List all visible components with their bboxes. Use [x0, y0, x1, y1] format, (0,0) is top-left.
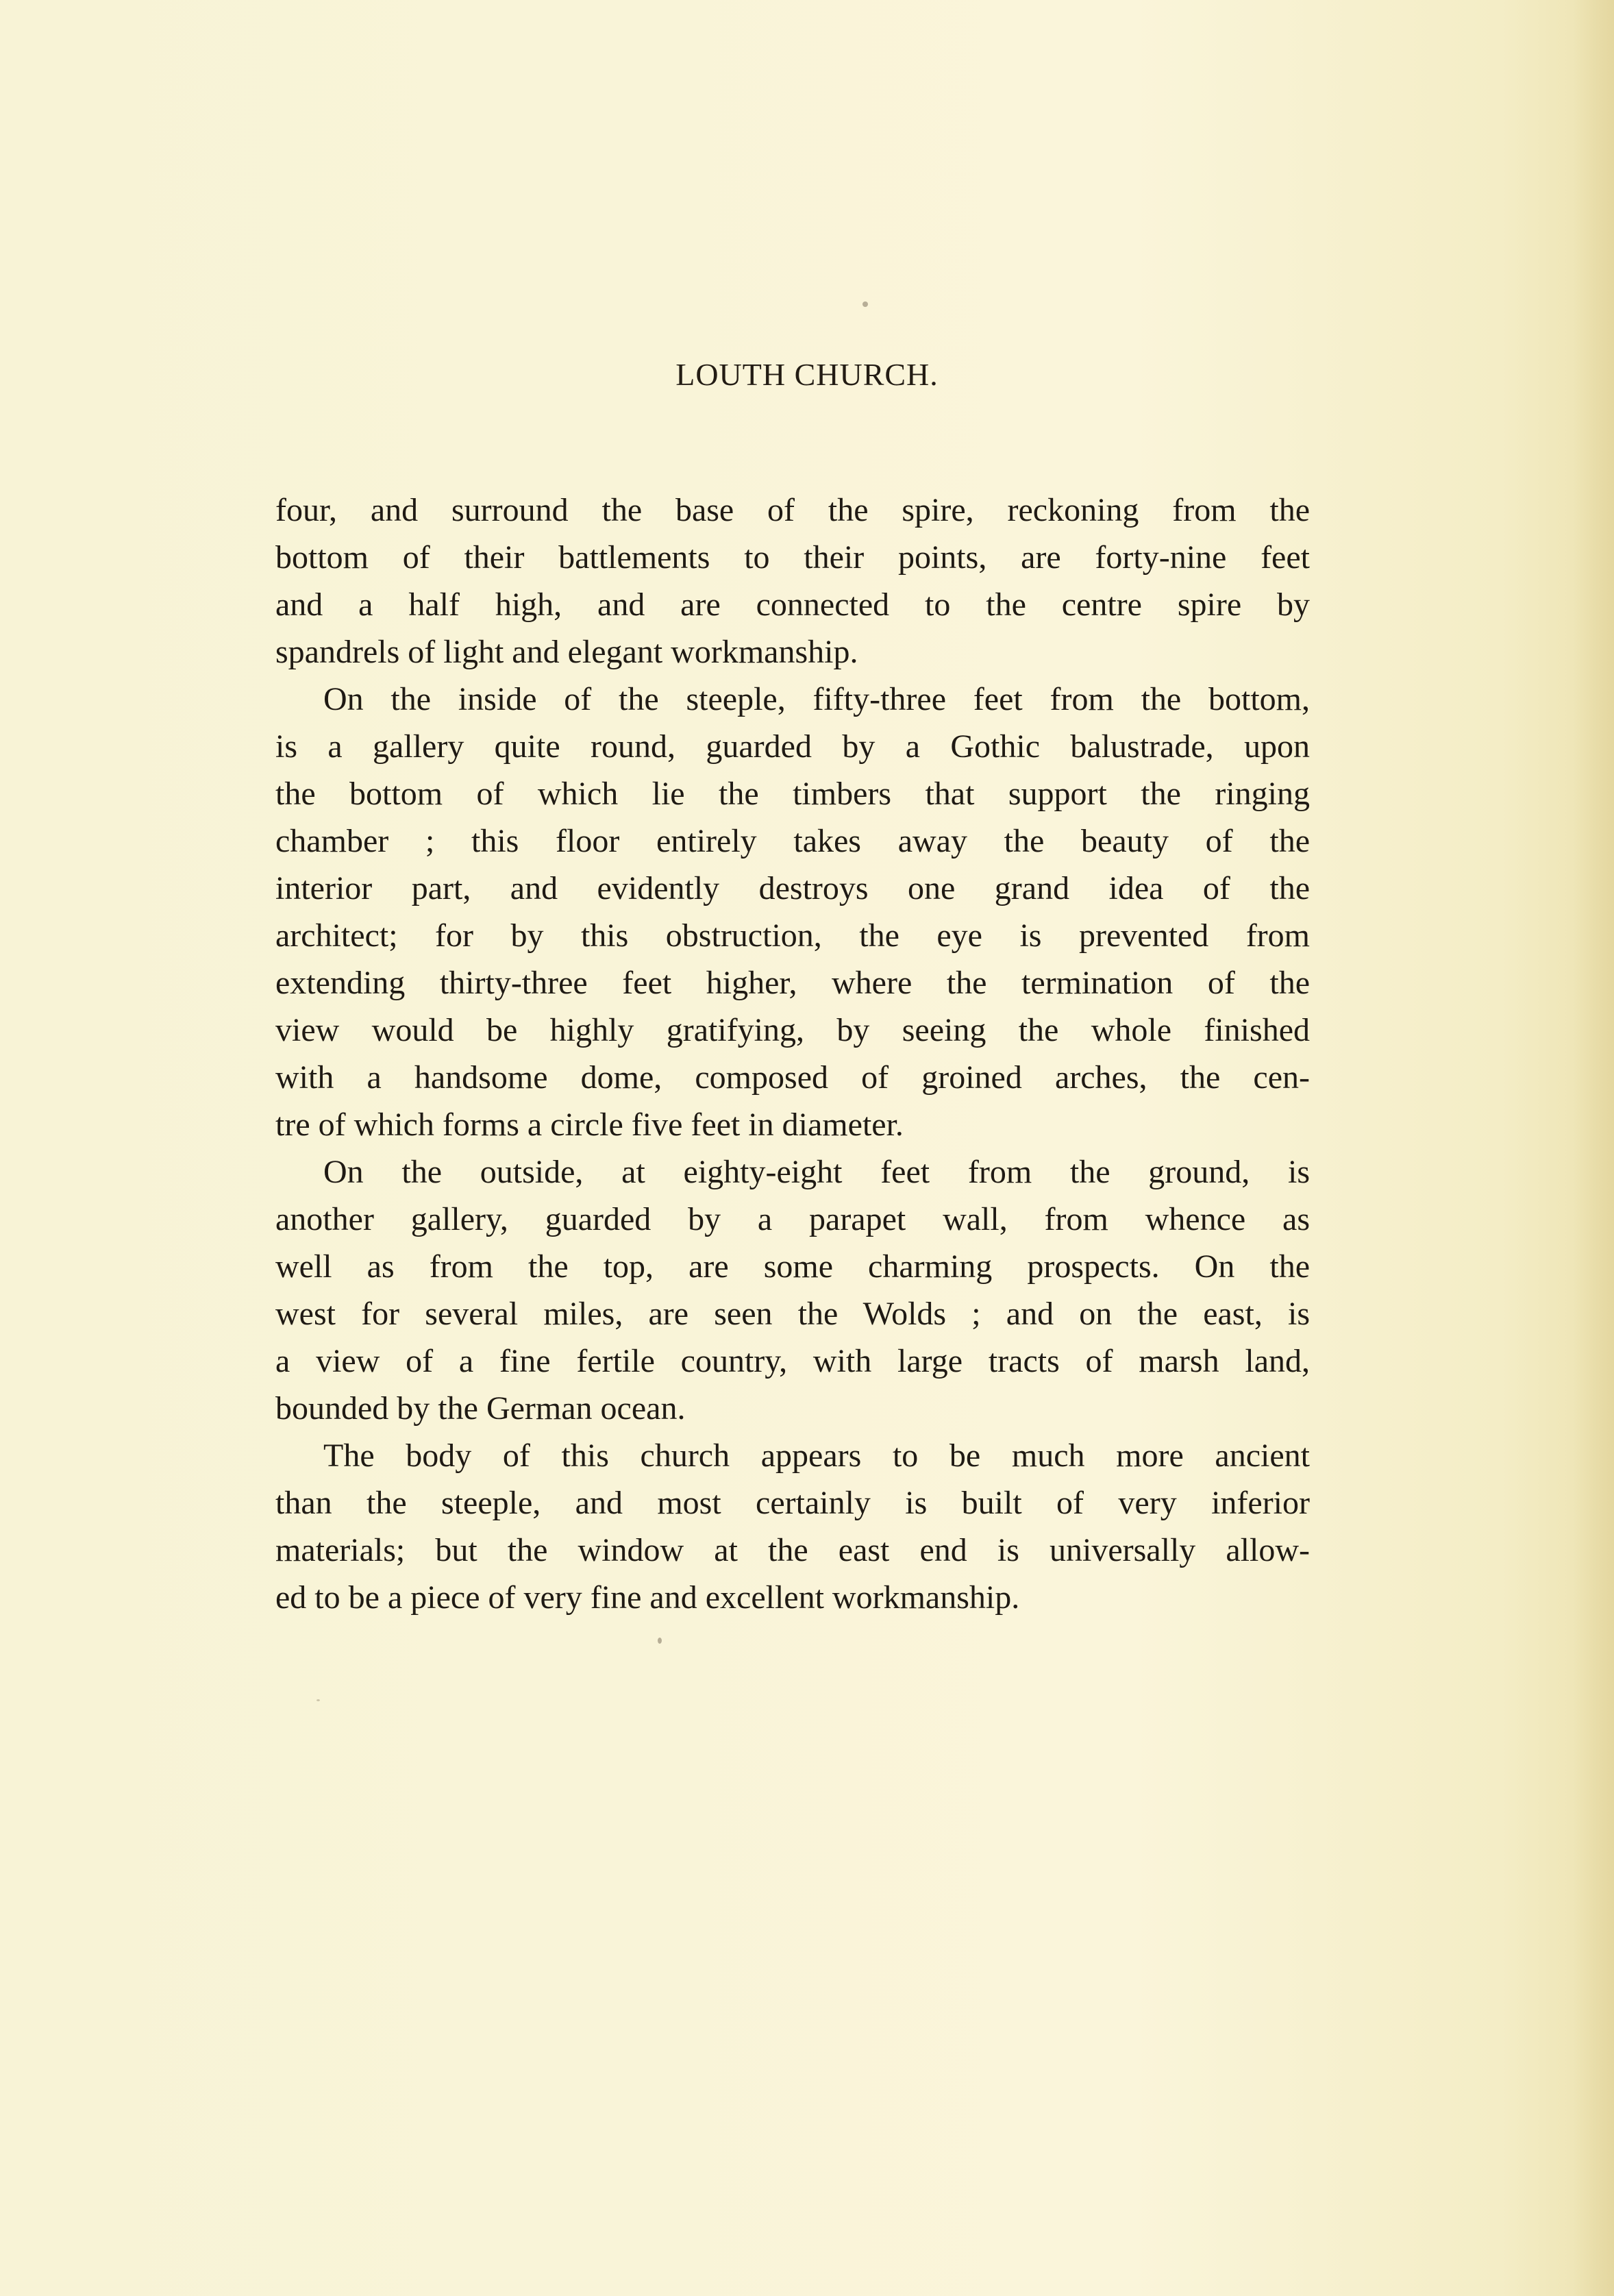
- text-line: The body of this church appears to be much more ancient: [323, 1437, 1310, 1474]
- text-line: another gallery, guarded by a parapet wall, from whence as: [275, 1201, 1310, 1237]
- text-line: four, and surround the base of the spire, reckoning from the: [275, 492, 1310, 528]
- text-line: architect; for by this obstruction, the eye is prevented from: [275, 917, 1310, 954]
- page-edge-shadow: [1573, 0, 1614, 2296]
- text-line: well as from the top, are some charming prospects. On the: [275, 1248, 1310, 1285]
- text-line: than the steeple, and most certainly is built of very inferior: [275, 1485, 1310, 1521]
- text-line: interior part, and evidently destroys one grand idea of the: [275, 870, 1310, 906]
- text-line: west for several miles, are seen the Wolds ; and on the east, is: [275, 1296, 1310, 1332]
- text-line: extending thirty-three feet higher, where the termination of the: [275, 965, 1310, 1001]
- text-line: bounded by the German ocean.: [275, 1390, 686, 1427]
- text-line: a view of a fine fertile country, with large tracts of marsh land,: [275, 1343, 1310, 1379]
- text-line: spandrels of light and elegant workmanship.: [275, 634, 858, 670]
- page-title: LOUTH CHURCH.: [675, 357, 939, 392]
- text-line: tre of which forms a circle five feet in diameter.: [275, 1107, 904, 1143]
- body-text: [275, 486, 1310, 1621]
- text-line: with a handsome dome, composed of groined arches, the cen-: [275, 1059, 1310, 1096]
- text-line: the bottom of which lie the timbers that support the ringing: [275, 776, 1310, 812]
- text-line: and a half high, and are connected to the centre spire by: [275, 587, 1310, 623]
- text-line: bottom of their battlements to their points, are forty-nine feet: [275, 539, 1310, 576]
- text-line: materials; but the window at the east end is universally allow-: [275, 1532, 1310, 1568]
- ink-speck: [658, 1638, 662, 1644]
- ink-speck: [862, 301, 868, 307]
- text-line: On the inside of the steeple, fifty-three feet from the bottom,: [323, 681, 1310, 717]
- ink-speck: [316, 1699, 320, 1701]
- text-line: ed to be a piece of very fine and excellent workmanship.: [275, 1579, 1020, 1616]
- text-line: On the outside, at eighty-eight feet from the ground, is: [323, 1154, 1310, 1190]
- text-line: chamber ; this floor entirely takes away the beauty of the: [275, 823, 1310, 859]
- text-line: view would be highly gratifying, by seeing the whole finished: [275, 1012, 1310, 1048]
- text-line: is a gallery quite round, guarded by a Gothic balustrade, upon: [275, 728, 1310, 765]
